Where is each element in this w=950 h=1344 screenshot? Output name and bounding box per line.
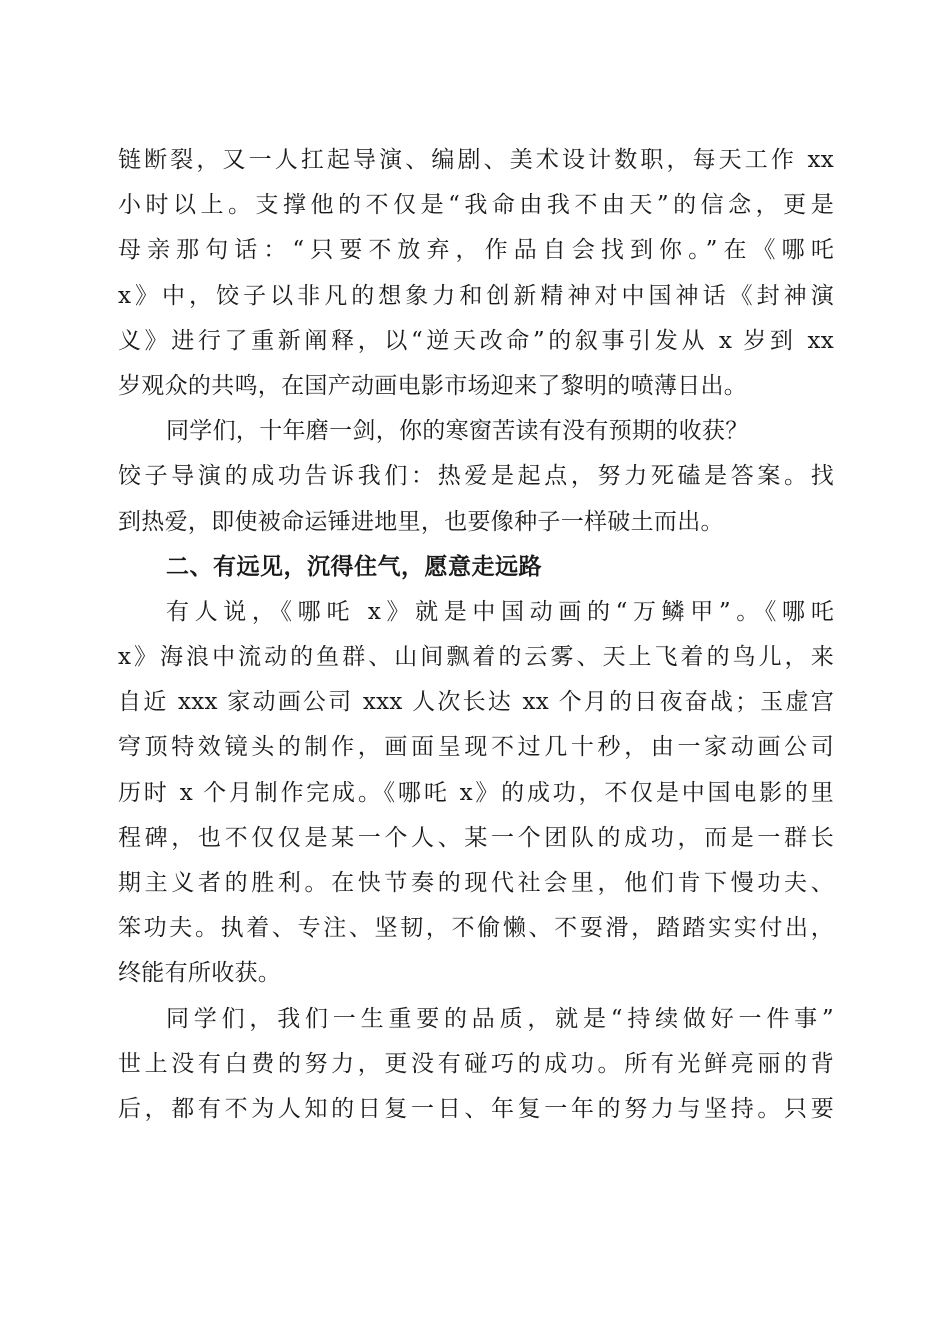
text-line: 自近 xxx 家动画公司 xxx 人次长达 xx 个月的日夜奋战；玉虚宫 — [118, 689, 834, 716]
paragraph-4 — [118, 997, 834, 1133]
text-line: 程碑，也不仅仅是某一个人、某一个团队的成功，而是一群长 — [118, 824, 834, 851]
text-line: 到热爱，即使被命运锤进地里，也要像种子一样破土而出。 — [118, 508, 724, 535]
text-line: x》中，饺子以非凡的想象力和创新精神对中国神话《封神演 — [118, 282, 834, 309]
text-line: 后，都有不为人知的日复一日、年复一年的努力与坚持。只要 — [118, 1095, 834, 1122]
text-line: 终能有所收获。 — [118, 960, 282, 987]
text-line: 期主义者的胜利。在快节奏的现代社会里，他们肯下慢功夫、 — [118, 870, 834, 896]
section-heading — [118, 545, 834, 590]
paragraph-1 — [118, 138, 834, 409]
text-line: 有人说，《哪吒 x》就是中国动画的“万鳞甲”。《哪吒 — [166, 598, 834, 625]
text-line: 同学们，十年磨一剑，你的寒窗苦读有没有预期的收获？ — [166, 418, 749, 445]
paragraph-2 — [118, 409, 834, 545]
text-line: 岁观众的共鸣，在国产动画电影市场迎来了黎明的喷薄日出。 — [118, 372, 748, 399]
text-line: 链断裂，又一人扛起导演、编剧、美术设计数职，每天工作 xx — [118, 147, 834, 173]
text-line: 同学们，我们一生重要的品质，就是“持续做好一件事” — [166, 1005, 834, 1032]
text-line: 母亲那句话：“只要不放弃，作品自会找到你。”在《哪吒 — [118, 237, 834, 264]
text-line: 饺子导演的成功告诉我们：热爱是起点，努力死磕是答案。找 — [118, 463, 834, 490]
text-line: 穹顶特效镜头的制作，画面呈现不过几十秒，由一家动画公司 — [118, 734, 834, 761]
text-line: 世上没有白费的努力，更没有碰巧的成功。所有光鲜亮丽的背 — [118, 1050, 834, 1077]
document-body — [118, 138, 834, 1132]
text-line: 笨功夫。执着、专注、坚韧，不偷懒、不耍滑，踏踏实实付出， — [118, 915, 834, 942]
text-line: 义》进行了重新阐释，以“逆天改命”的叙事引发从 x 岁到 xx — [118, 327, 834, 354]
paragraph-3 — [118, 590, 834, 997]
text-line: x》海浪中流动的鱼群、山间飘着的云雾、天上飞着的鸟儿，来 — [118, 644, 834, 671]
text-line: 历时 x 个月制作完成。《哪吒 x》的成功，不仅是中国电影的里 — [118, 779, 834, 806]
section-heading-text: 二、有远见，沉得住气，愿意走远路 — [166, 553, 542, 580]
text-line: 小时以上。支撑他的不仅是“我命由我不由天”的信念，更是 — [118, 192, 834, 219]
